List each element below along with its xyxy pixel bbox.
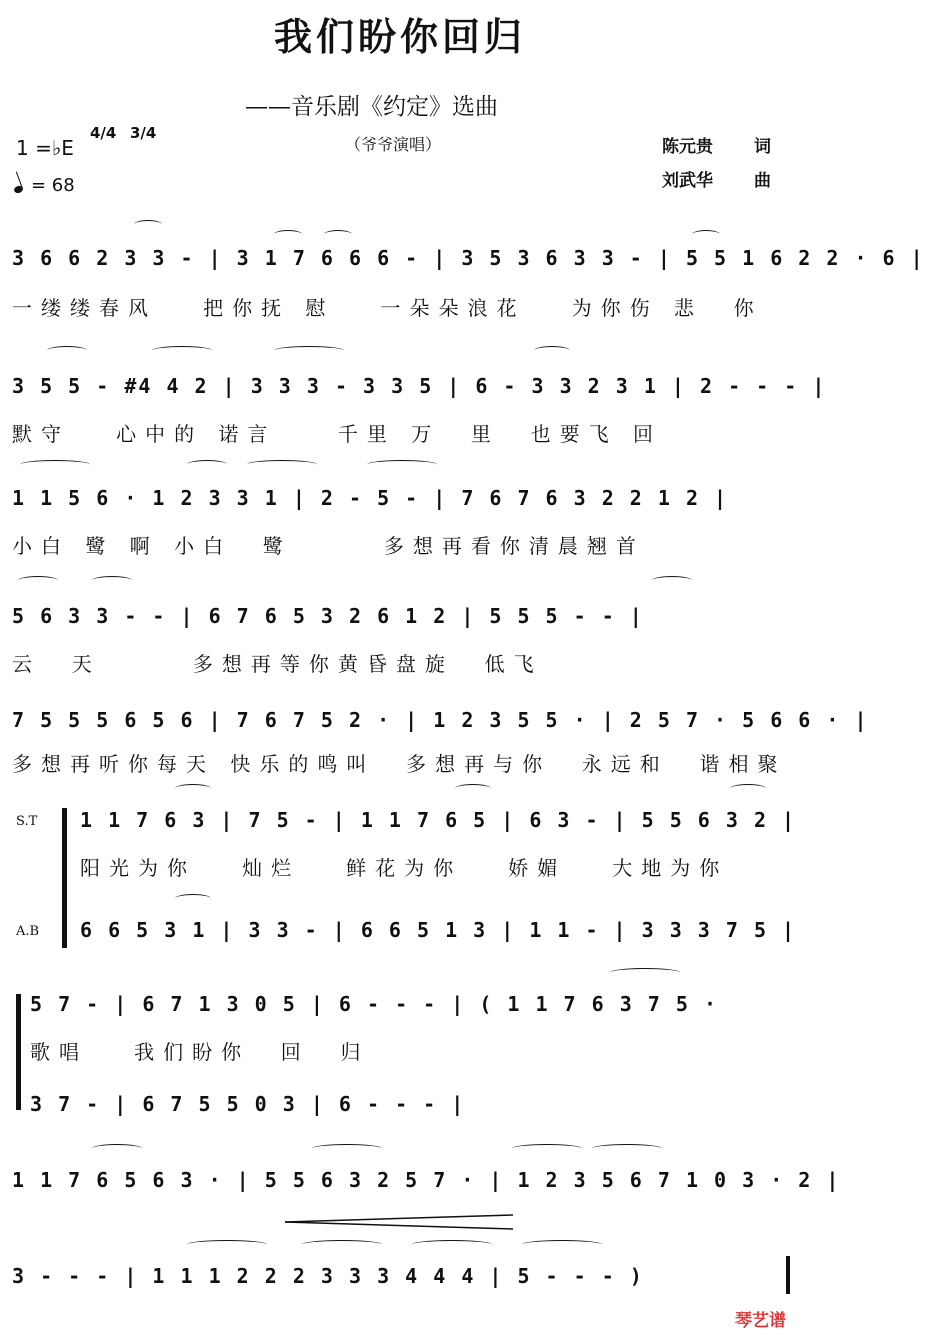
slur xyxy=(18,576,58,585)
time-sig-b-text: 3/4 xyxy=(130,124,157,142)
time-signature-a xyxy=(90,124,117,142)
key-signature: 1 =♭E xyxy=(16,136,74,160)
slur xyxy=(187,1240,267,1249)
slur xyxy=(187,460,227,469)
slur xyxy=(302,1240,382,1249)
tempo-marking xyxy=(14,175,75,196)
ab-notes: 6 6 5 3 1 | 3 3 - | 6 6 5 1 3 | 1 1 - | 3 3 3 7 5 | xyxy=(80,918,797,942)
slur xyxy=(730,784,766,793)
slur xyxy=(92,1144,142,1153)
lyrics-line-1: 一缕缕春风 把你抚 慰 一朵朵浪花 为你伤 悲 你 xyxy=(12,296,763,320)
slur xyxy=(412,1240,492,1249)
time-signature-b xyxy=(130,124,157,142)
slur xyxy=(134,220,162,229)
lyrics-line-5: 多想再听你每天 快乐的鸣叫 多想再与你 永远和 谐相聚 xyxy=(12,752,787,776)
decrescendo-hairpin xyxy=(285,1214,515,1230)
slur xyxy=(312,1144,382,1153)
st-lyrics: 阳光为你 灿烂 鲜花为你 娇媚 大地为你 xyxy=(80,856,729,880)
song-subtitle: ——音乐剧《约定》选曲 xyxy=(245,94,498,120)
notes-line-5: 7 5 5 5 6 5 6 | 7 6 7 5 2 · | 1 2 3 5 5 · | 2 5 7 · 5 6 6 · | xyxy=(12,708,869,732)
tempo-value: = 68 xyxy=(31,175,75,196)
composer-name: 刘武华 xyxy=(662,171,713,191)
composer-role: 曲 xyxy=(754,171,771,191)
choral-brace xyxy=(62,808,67,948)
ending-notes-2: 3 - - - | 1 1 1 2 2 2 3 3 3 4 4 4 | 5 - - - ) xyxy=(12,1264,644,1288)
slur xyxy=(652,576,692,585)
lyricist-role: 词 xyxy=(754,137,771,157)
slur xyxy=(610,968,680,977)
slur xyxy=(20,460,90,469)
lyricist-row xyxy=(662,130,771,164)
time-sig-a-text: 4/4 xyxy=(90,124,117,142)
slur xyxy=(92,576,132,585)
notes-line-4: 5 6 3 3 - - | 6 7 6 5 3 2 6 1 2 | 5 5 5 - - | xyxy=(12,604,644,628)
song-title: 我们盼你回归 xyxy=(273,14,526,59)
notes-line-3: 1 1 5 6 · 1 2 3 3 1 | 2 - 5 - | 7 6 7 6 3 2 2 1 2 | xyxy=(12,486,729,510)
slur xyxy=(522,1240,602,1249)
credits xyxy=(662,130,771,198)
choral-brace-2 xyxy=(16,994,21,1110)
lyrics-line-2: 默守 心中的 诺言 千里 万 里 也要飞 回 xyxy=(12,422,663,446)
slur xyxy=(152,346,212,355)
quarter-note-icon xyxy=(13,185,24,195)
notes-line-1: 3 6 6 2 3 3 - | 3 1 7 6 6 6 - | 3 5 3 6 3 3 - | 5 5 1 6 2 2 · 6 | xyxy=(12,246,925,270)
st2-notes: 5 7 - | 6 7 1 3 0 5 | 6 - - - | ( 1 1 7 6 3 7 5 · xyxy=(30,992,733,1016)
performer-note: （爷爷演唱） xyxy=(345,135,442,154)
st-part-label: S.T xyxy=(16,814,38,829)
slur xyxy=(455,784,491,793)
slur xyxy=(324,230,352,239)
slur xyxy=(692,230,720,239)
slur xyxy=(247,460,317,469)
ab-part-label: A.B xyxy=(16,924,40,939)
final-barline xyxy=(786,1256,790,1294)
lyrics-line-4: 云 天 多想再等你黄昏盘旋 低飞 xyxy=(12,652,543,676)
slur xyxy=(534,346,570,355)
slur xyxy=(47,346,87,355)
slur xyxy=(367,460,437,469)
st-notes: 1 1 7 6 3 | 7 5 - | 1 1 7 6 5 | 6 3 - | 5 5 6 3 2 | xyxy=(80,808,797,832)
notes-line-2: 3 5 5 - #4 4 2 | 3 3 3 - 3 3 5 | 6 - 3 3 2 3 1 | 2 - - - | xyxy=(12,374,827,398)
slur xyxy=(175,894,211,903)
slur xyxy=(592,1144,662,1153)
slur xyxy=(175,784,211,793)
slur xyxy=(512,1144,582,1153)
ab2-notes: 3 7 - | 6 7 5 5 0 3 | 6 - - - | xyxy=(30,1092,466,1116)
composer-row xyxy=(662,164,771,198)
lyricist-name: 陈元贵 xyxy=(662,137,713,157)
ending-notes-1: 1 1 7 6 5 6 3 · | 5 5 6 3 2 5 7 · | 1 2 3 5 6 7 1 0 3 · 2 | xyxy=(12,1168,841,1192)
watermark-logo: 琴艺谱 xyxy=(735,1311,786,1331)
slur xyxy=(274,230,302,239)
lyrics-line-3: 小白 鹭 啊 小白 鹭 多想再看你清晨翘首 xyxy=(12,534,645,558)
slur xyxy=(274,346,344,355)
st2-lyrics: 歌唱 我们盼你 回 归 xyxy=(30,1040,370,1064)
